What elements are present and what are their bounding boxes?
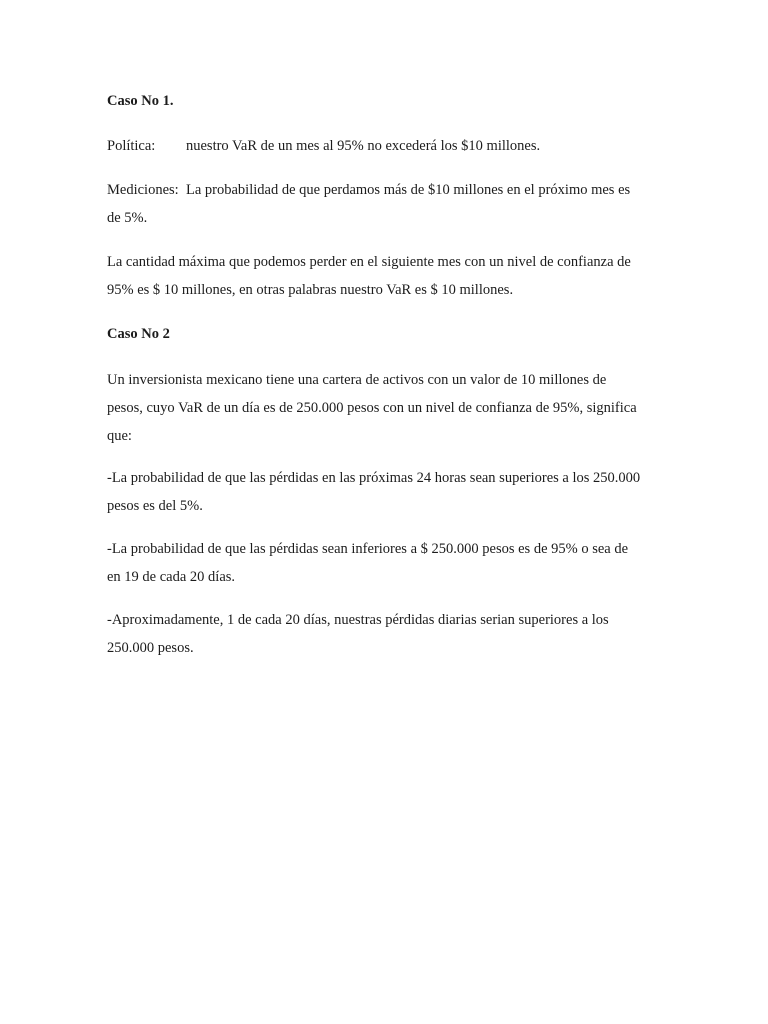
case2-point-1-line-1: -La probabilidad de que las pérdidas en las próximas 24 horas sean superiores a los 250.000 (107, 470, 641, 486)
case2-point-3 (107, 606, 667, 662)
case2-intro-line-2: pesos, cuyo VaR de un día es de 250.000 pesos con un nivel de confianza de 95%, significa (107, 400, 637, 416)
case1-heading: Caso No 1. (107, 93, 174, 109)
measurements-line-2: de 5%. (107, 210, 148, 226)
case2-point-2-line-1: -La probabilidad de que las pérdidas sean inferiores a $ 250.000 pesos es de 95% o sea de (107, 541, 629, 557)
case2-heading: Caso No 2 (107, 326, 170, 342)
policy-label: Política: (107, 138, 156, 154)
policy-line (107, 132, 667, 160)
case1-paragraph (107, 248, 667, 304)
measurements-paragraph (107, 176, 667, 232)
case2-intro-paragraph (107, 366, 667, 450)
case2-point-2 (107, 535, 667, 591)
measurements-label: Mediciones: (107, 182, 179, 198)
case2-point-3-line-2: 250.000 pesos. (107, 640, 194, 656)
case2-intro-line-3: que: (107, 428, 132, 444)
measurements-line-1 (107, 176, 667, 204)
case2-point-3-line-1: -Aproximadamente, 1 de cada 20 días, nuestras pérdidas diarias serian superiores a los (107, 612, 609, 628)
case1-paragraph-line-2: 95% es $ 10 millones, en otras palabras nuestro VaR es $ 10 millones. (107, 282, 514, 298)
policy-text: nuestro VaR de un mes al 95% no excederá los $10 millones. (186, 138, 541, 154)
measurements-text: La probabilidad de que perdamos más de $10 millones en el próximo mes es (186, 182, 631, 198)
case2-intro-line-1: Un inversionista mexicano tiene una cartera de activos con un valor de 10 millones de (107, 372, 607, 388)
case2-point-1 (107, 464, 667, 520)
case2-point-2-line-2: en 19 de cada 20 días. (107, 569, 236, 585)
case2-point-1-line-2: pesos es del 5%. (107, 498, 203, 514)
case1-paragraph-line-1: La cantidad máxima que podemos perder en el siguiente mes con un nivel de confianza de (107, 254, 631, 270)
